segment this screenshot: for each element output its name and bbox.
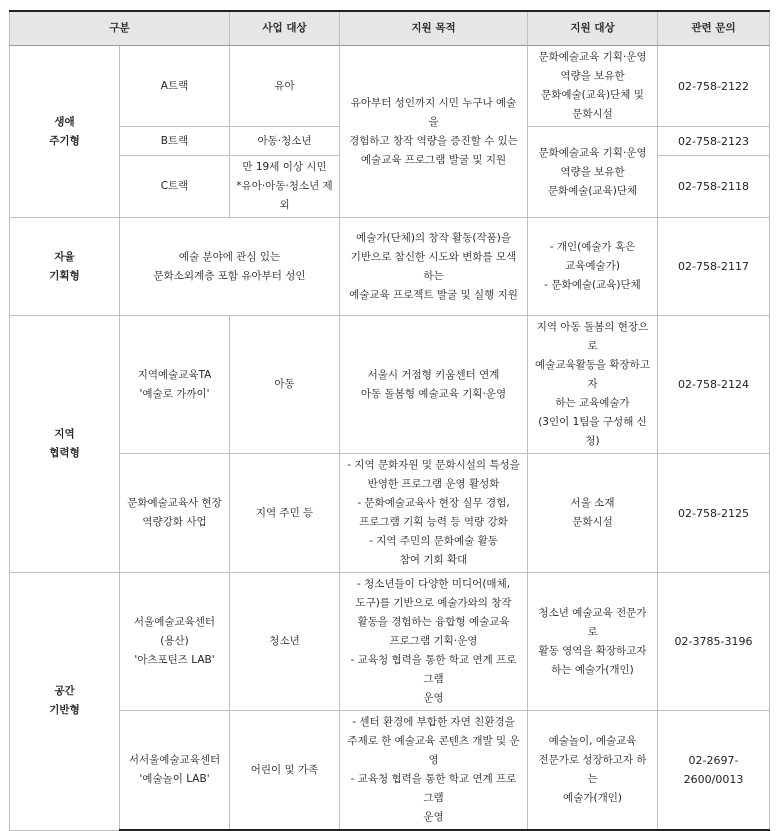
category-space: 공간 기반형: [10, 573, 120, 831]
category-lifecycle: 생애 주기형: [10, 46, 120, 218]
category-autonomous: 자율 기획형: [10, 218, 120, 316]
space-target-2: 어린이 및 가족: [230, 711, 340, 831]
space-purpose-1: - 청소년들이 다양한 미디어(매체, 도구)를 기반으로 예술가와의 창작 활동을 경험하는 융합형 예술교육 프로그램 기획·운영 - 교육청 협력을 통한 학교 연계 프로그램 운영: [340, 573, 528, 711]
regional-purpose-2: - 지역 문화자원 및 문화시설의 특성을 반영한 프로그램 운영 활성화 - 문화예술교육사 현장 실무 경험, 프로그램 기획 능력 등 역량 강화 - 지역 주민의 문화예술 활동 참여 기회 확대: [340, 454, 528, 573]
space-purpose-2: - 센터 환경에 부합한 자연 친환경을 주제로 한 예술교육 콘텐츠 개발 및 운영 - 교육청 협력을 통한 학교 연계 프로그램 운영: [340, 711, 528, 831]
space-eligible-1: 청소년 예술교육 전문가로 활동 영역을 확장하고자 하는 예술가(개인): [528, 573, 658, 711]
header-contact: 관련 문의: [658, 11, 770, 46]
table-row: [10, 573, 770, 711]
table-header-row: [10, 11, 770, 46]
table-row: [10, 711, 770, 831]
regional-eligible-1: 지역 아동 돌봄의 현장으로 예술교육활동을 확장하고자 하는 교육예술가 (3인이 1팀을 구성해 신청): [528, 316, 658, 454]
track-c-name: C트랙: [120, 156, 230, 218]
regional-program-2: 문화예술교육사 현장 역량강화 사업: [120, 454, 230, 573]
header-eligible: 지원 대상: [528, 11, 658, 46]
space-contact-2: 02-2697- 2600/0013: [658, 711, 770, 831]
header-category: 구분: [10, 11, 230, 46]
space-target-1: 청소년: [230, 573, 340, 711]
table-row: [10, 218, 770, 316]
space-contact-1: 02-3785-3196: [658, 573, 770, 711]
space-program-1: 서울예술교육센터 (용산) '아츠포틴즈 LAB': [120, 573, 230, 711]
space-eligible-2: 예술놀이, 예술교육 전문가로 성장하고자 하는 예술가(개인): [528, 711, 658, 831]
regional-target-2: 지역 주민 등: [230, 454, 340, 573]
lifecycle-purpose: 유아부터 성인까지 시민 누구나 예술을 경험하고 창작 역량을 증진할 수 있는 예술교육 프로그램 발굴 및 지원: [340, 46, 528, 218]
table-row: [10, 316, 770, 454]
regional-contact-2: 02-758-2125: [658, 454, 770, 573]
autonomous-contact: 02-758-2117: [658, 218, 770, 316]
track-bc-eligible: 문화예술교육 기획·운영 역량을 보유한 문화예술(교육)단체: [528, 127, 658, 218]
support-program-table: [9, 10, 770, 831]
track-b-contact: 02-758-2123: [658, 127, 770, 156]
track-b-target: 아동·청소년: [230, 127, 340, 156]
header-target: 사업 대상: [230, 11, 340, 46]
regional-program-1: 지역예술교육TA '예술로 가까이': [120, 316, 230, 454]
track-b-name: B트랙: [120, 127, 230, 156]
track-a-eligible: 문화예술교육 기획·운영 역량을 보유한 문화예술(교육)단체 및 문화시설: [528, 46, 658, 127]
header-purpose: 지원 목적: [340, 11, 528, 46]
space-program-2: 서서울예술교육센터 '예술놀이 LAB': [120, 711, 230, 831]
category-regional: 지역 협력형: [10, 316, 120, 573]
regional-contact-1: 02-758-2124: [658, 316, 770, 454]
regional-target-1: 아동: [230, 316, 340, 454]
table-row: [10, 46, 770, 127]
regional-eligible-2: 서울 소재 문화시설: [528, 454, 658, 573]
track-c-target: 만 19세 이상 시민 *유아·아동·청소년 제외: [230, 156, 340, 218]
track-a-contact: 02-758-2122: [658, 46, 770, 127]
autonomous-eligible: - 개인(예술가 혹은 교육예술가) - 문화예술(교육)단체: [528, 218, 658, 316]
table-row: [10, 454, 770, 573]
regional-purpose-1: 서울시 거점형 키움센터 연계 아동 돌봄형 예술교육 기획·운영: [340, 316, 528, 454]
track-a-target: 유아: [230, 46, 340, 127]
track-a-name: A트랙: [120, 46, 230, 127]
autonomous-target: 예술 분야에 관심 있는 문화소외계층 포함 유아부터 성인: [120, 218, 340, 316]
track-c-contact: 02-758-2118: [658, 156, 770, 218]
autonomous-purpose: 예술가(단체)의 창작 활동(작품)을 기반으로 참신한 시도와 변화를 모색하는 예술교육 프로젝트 발굴 및 실행 지원: [340, 218, 528, 316]
